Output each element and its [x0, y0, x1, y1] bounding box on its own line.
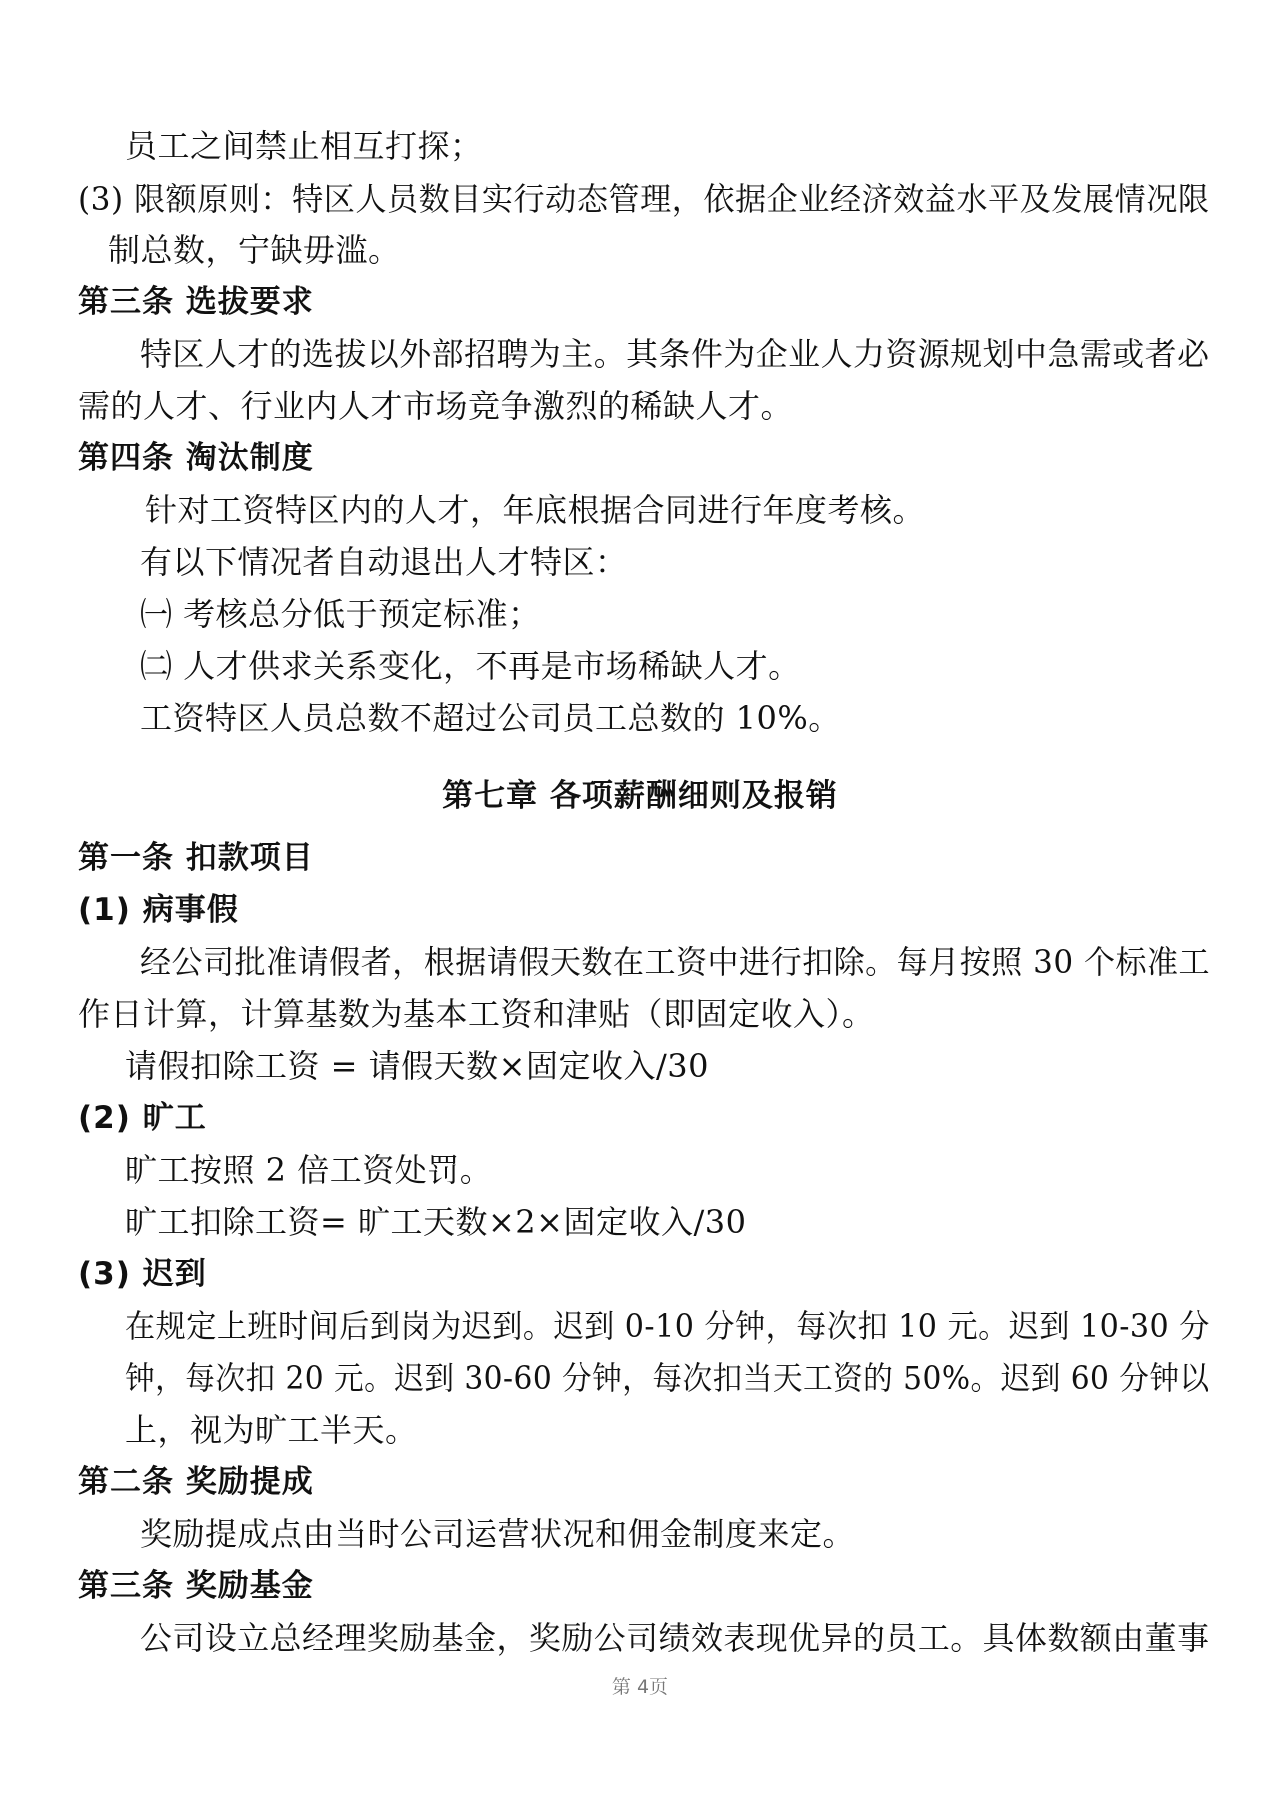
- formula-line: 请假扣除工资 = 请假天数×固定收入/30: [125, 1047, 709, 1085]
- body-line: 工资特区人员总数不超过公司员工总数的 10%。: [140, 699, 841, 737]
- page-number: 第 4页: [611, 1676, 669, 1698]
- body-line: (3) 限额原则：特区人员数目实行动态管理，依据企业经济效益水平及发展情况限: [78, 180, 1210, 218]
- section-heading: 第三条 选拔要求: [78, 284, 314, 320]
- body-line: 制总数，宁缺毋滥。: [108, 231, 401, 269]
- body-line: 公司设立总经理奖励基金，奖励公司绩效表现优异的员工。具体数额由董事: [140, 1619, 1210, 1657]
- body-line: 在规定上班时间后到岗为迟到。迟到 0-10 分钟，每次扣 10 元。迟到 10-30 分: [125, 1307, 1210, 1345]
- body-line: 针对工资特区内的人才，年底根据合同进行年度考核。: [145, 491, 926, 529]
- subsection-heading: (3) 迟到: [78, 1256, 207, 1292]
- body-line: 奖励提成点由当时公司运营状况和佣金制度来定。: [140, 1515, 856, 1553]
- subsection-heading: (1) 病事假: [78, 892, 239, 928]
- section-heading: 第一条 扣款项目: [78, 840, 314, 876]
- section-heading: 第二条 奖励提成: [78, 1464, 314, 1500]
- body-line: 作日计算，计算基数为基本工资和津贴（即固定收入）。: [78, 995, 875, 1033]
- body-line: 旷工按照 2 倍工资处罚。: [125, 1151, 493, 1189]
- formula-line: 旷工扣除工资= 旷工天数×2×固定收入/30: [125, 1203, 747, 1241]
- body-line: 上，视为旷工半天。: [125, 1411, 418, 1449]
- section-heading: 第三条 奖励基金: [78, 1568, 314, 1604]
- body-line: 经公司批准请假者，根据请假天数在工资中进行扣除。每月按照 30 个标准工: [140, 943, 1211, 981]
- list-item: ㈡ 人才供求关系变化，不再是市场稀缺人才。: [140, 647, 801, 685]
- body-line: 员工之间禁止相互打探；: [125, 127, 483, 165]
- list-item: ㈠ 考核总分低于预定标准；: [140, 595, 541, 633]
- section-heading: 第四条 淘汰制度: [78, 440, 314, 476]
- body-line: 有以下情况者自动退出人才特区：: [140, 543, 628, 581]
- body-line: 特区人才的选拔以外部招聘为主。其条件为企业人力资源规划中急需或者必: [140, 335, 1210, 373]
- chapter-title: 第七章 各项薪酬细则及报销: [442, 778, 838, 814]
- subsection-heading: (2) 旷工: [78, 1100, 207, 1136]
- body-line: 钟，每次扣 20 元。迟到 30-60 分钟，每次扣当天工资的 50%。迟到 60 分钟以: [125, 1359, 1210, 1397]
- body-line: 需的人才、行业内人才市场竞争激烈的稀缺人才。: [78, 387, 794, 425]
